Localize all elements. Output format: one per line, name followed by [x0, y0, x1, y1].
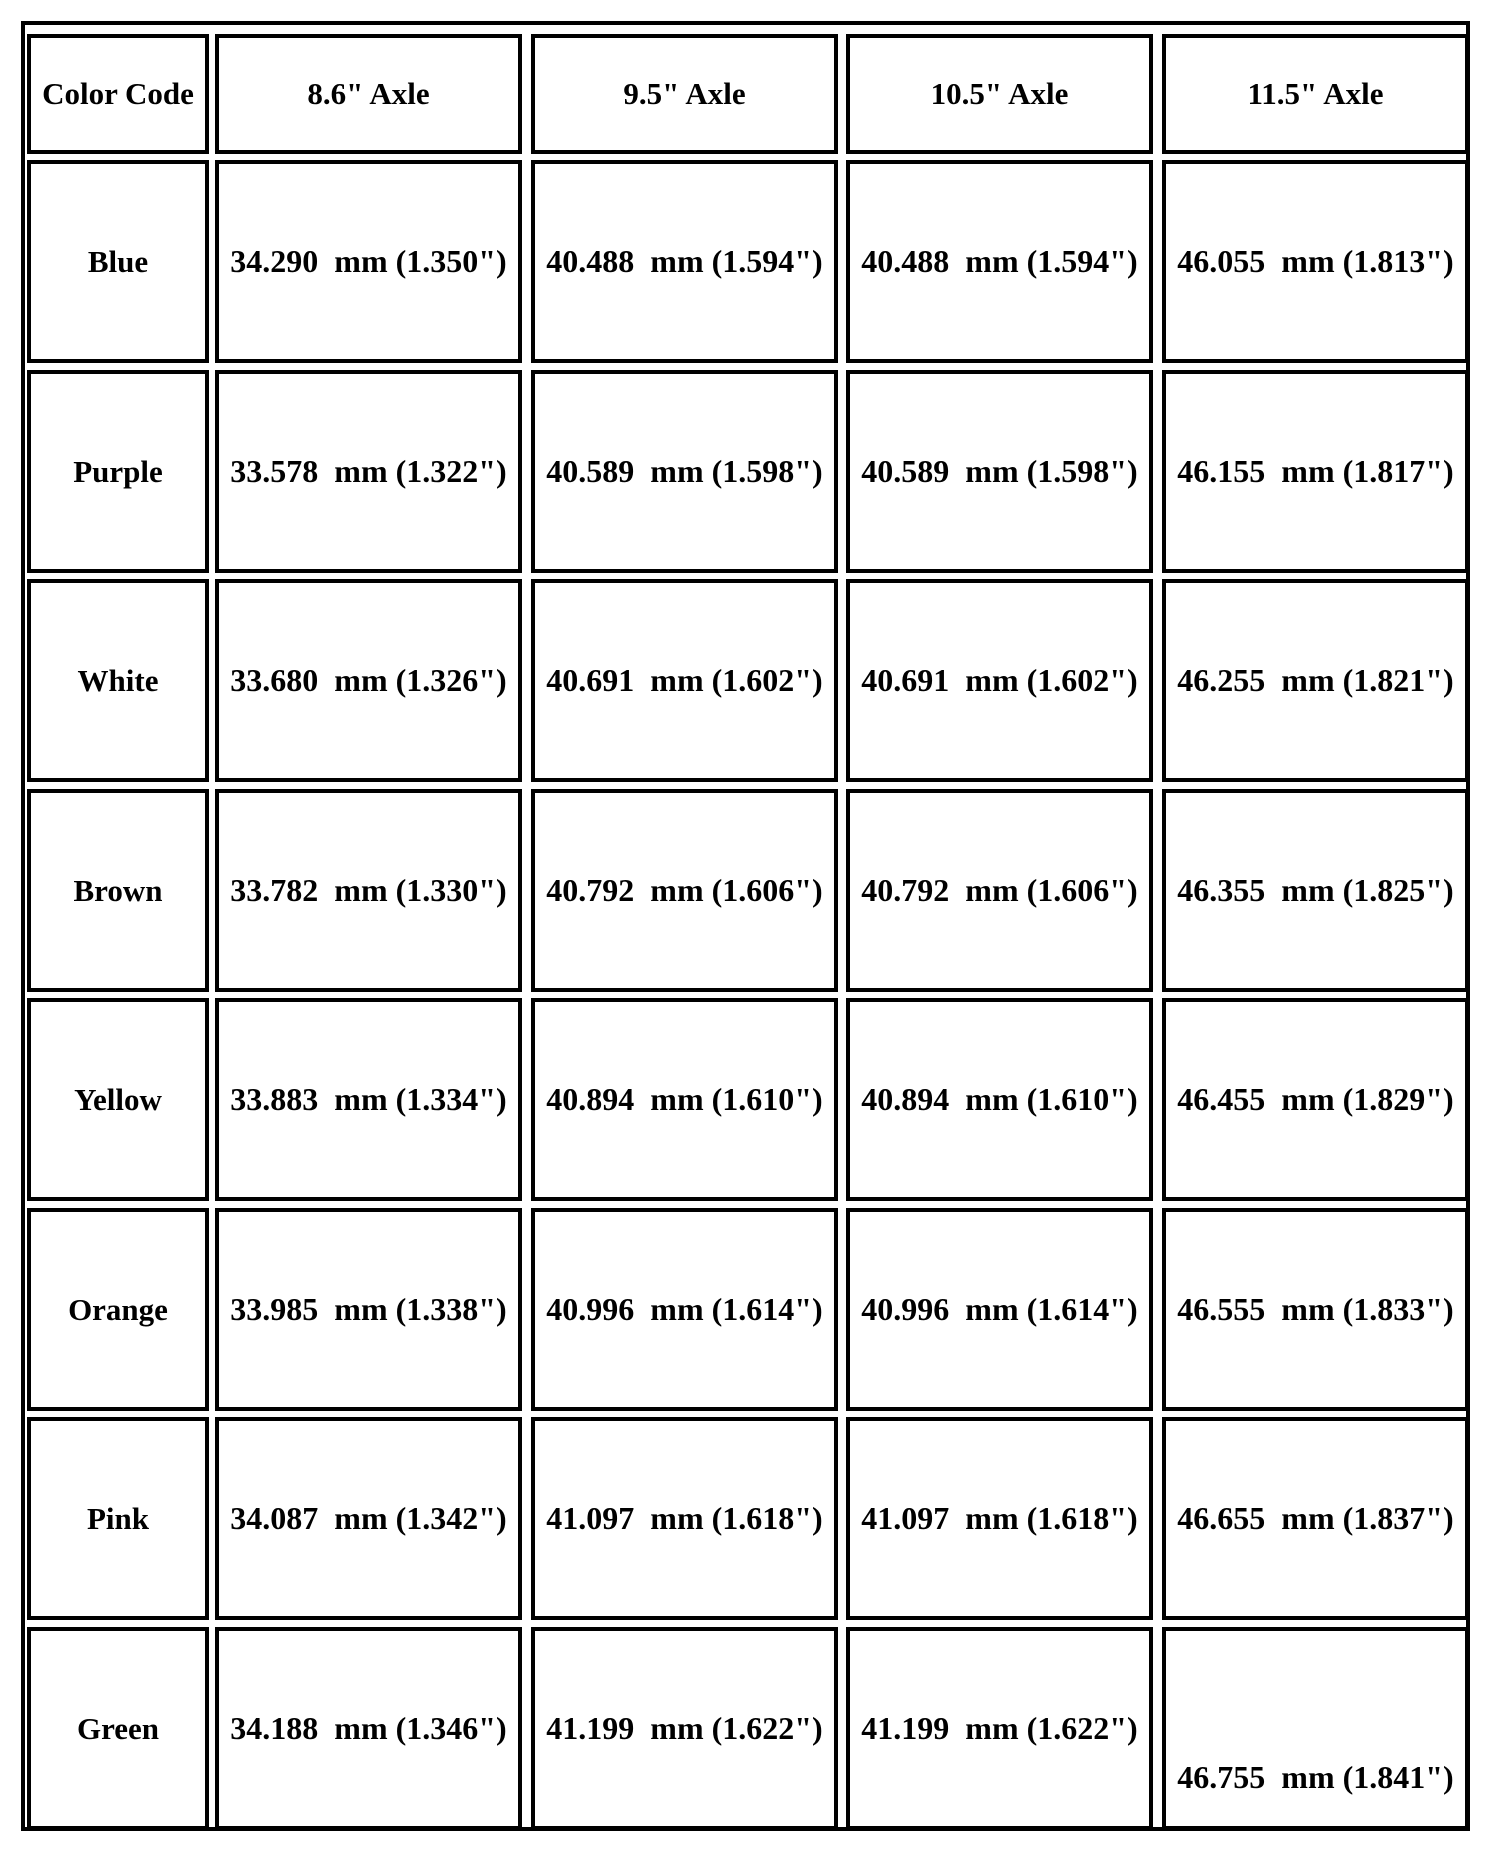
cell-blue-8-6: 34.290 mm (1.350"): [215, 160, 522, 363]
header-8-6-axle: 8.6" Axle: [215, 34, 522, 154]
cell-blue-11-5: 46.055 mm (1.813"): [1162, 160, 1469, 363]
row-label-orange: Orange: [27, 1208, 209, 1411]
cell-white-9-5: 40.691 mm (1.602"): [531, 579, 838, 782]
cell-brown-8-6: 33.782 mm (1.330"): [215, 789, 522, 992]
cell-yellow-10-5: 40.894 mm (1.610"): [846, 998, 1153, 1201]
header-10-5-axle: 10.5" Axle: [846, 34, 1153, 154]
cell-white-10-5: 40.691 mm (1.602"): [846, 579, 1153, 782]
row-label-brown: Brown: [27, 789, 209, 992]
cell-blue-9-5: 40.488 mm (1.594"): [531, 160, 838, 363]
cell-purple-10-5: 40.589 mm (1.598"): [846, 370, 1153, 573]
cell-yellow-9-5: 40.894 mm (1.610"): [531, 998, 838, 1201]
cell-white-8-6: 33.680 mm (1.326"): [215, 579, 522, 782]
cell-brown-11-5: 46.355 mm (1.825"): [1162, 789, 1469, 992]
cell-pink-9-5: 41.097 mm (1.618"): [531, 1417, 838, 1620]
cell-pink-8-6: 34.087 mm (1.342"): [215, 1417, 522, 1620]
cell-orange-11-5: 46.555 mm (1.833"): [1162, 1208, 1469, 1411]
cell-green-8-6: 34.188 mm (1.346"): [215, 1627, 522, 1830]
header-11-5-axle: 11.5" Axle: [1162, 34, 1469, 154]
header-9-5-axle: 9.5" Axle: [531, 34, 838, 154]
cell-purple-8-6: 33.578 mm (1.322"): [215, 370, 522, 573]
cell-brown-10-5: 40.792 mm (1.606"): [846, 789, 1153, 992]
row-label-purple: Purple: [27, 370, 209, 573]
row-label-white: White: [27, 579, 209, 782]
row-label-blue: Blue: [27, 160, 209, 363]
cell-green-9-5: 41.199 mm (1.622"): [531, 1627, 838, 1830]
cell-purple-9-5: 40.589 mm (1.598"): [531, 370, 838, 573]
cell-orange-9-5: 40.996 mm (1.614"): [531, 1208, 838, 1411]
row-label-green: Green: [27, 1627, 209, 1830]
cell-purple-11-5: 46.155 mm (1.817"): [1162, 370, 1469, 573]
cell-pink-11-5: 46.655 mm (1.837"): [1162, 1417, 1469, 1620]
cell-yellow-8-6: 33.883 mm (1.334"): [215, 998, 522, 1201]
cell-brown-9-5: 40.792 mm (1.606"): [531, 789, 838, 992]
cell-orange-8-6: 33.985 mm (1.338"): [215, 1208, 522, 1411]
row-label-pink: Pink: [27, 1417, 209, 1620]
cell-white-11-5: 46.255 mm (1.821"): [1162, 579, 1469, 782]
cell-blue-10-5: 40.488 mm (1.594"): [846, 160, 1153, 363]
cell-pink-10-5: 41.097 mm (1.618"): [846, 1417, 1153, 1620]
cell-orange-10-5: 40.996 mm (1.614"): [846, 1208, 1153, 1411]
cell-yellow-11-5: 46.455 mm (1.829"): [1162, 998, 1469, 1201]
header-color-code: Color Code: [27, 34, 209, 154]
cell-green-10-5: 41.199 mm (1.622"): [846, 1627, 1153, 1830]
row-label-yellow: Yellow: [27, 998, 209, 1201]
cell-green-11-5: 46.755 mm (1.841"): [1162, 1627, 1469, 1830]
